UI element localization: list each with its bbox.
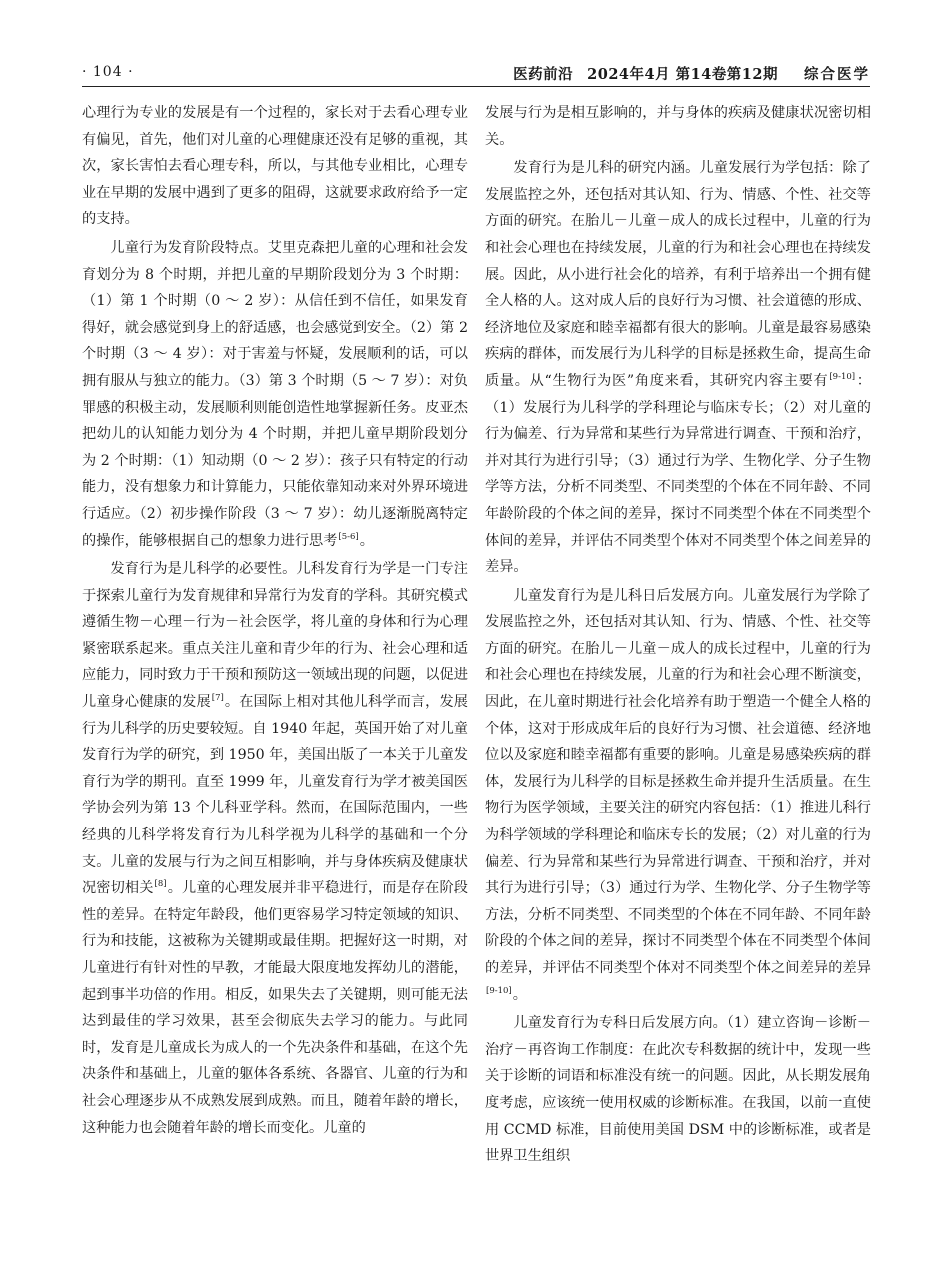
paragraph-text: 。在国际上相对其他儿科学而言，发展行为儿科学的历史要较短。自 1940 年起，英国开始了对儿童发育行为学的研究，到 1950 年，美国出版了一本关于儿童发育行为学的期刊。直至 1999 年，儿童发育行为学才被美国医学协会列为第 13 个儿科亚学科。然而，在国际范围内，一些经典的儿科学将发育行为儿科学视为儿科学的基础和一个分支。儿童的发展与行为之间互相影响，并与身体疾病及健康状况密切相关 <box>82 694 468 897</box>
paragraph-text: 心理行为专业的发展是有一个过程的，家长对于去看心理专业有偏见，首先，他们对儿童的心理健康还没有足够的重视，其次，家长害怕去看心理专科，所以，与其他专业相比，心理专业在早期的发展中遇到了更多的阻碍，这就要求政府给予一定的支持。 <box>82 105 468 228</box>
body-paragraph <box>485 583 871 1009</box>
body-paragraph <box>82 556 468 1141</box>
body-paragraph <box>82 235 468 554</box>
paragraph-text: 发育行为是儿科学的必要性。儿科发育行为学是一门专注于探索儿童行为发育规律和异常行为发育的学科。其研究模式遵循生物－心理－行为－社会医学，将儿童的身体和行为心理紧密联系起来。重点关注儿童和青少年的行为、社会心理和适应能力，同时致力于干预和预防这一领域出现的问题，以促进儿童身心健康的发展 <box>82 561 468 711</box>
page-number: · 104 · <box>82 64 134 80</box>
body-paragraph <box>485 155 871 581</box>
citation-marker: [7] <box>211 693 224 704</box>
paragraph-text: ：（1）发展行为儿科学的学科理论与临床专长；（2）对儿童的行为偏差、行为异常和某些行为异常进行调查、干预和治疗，并对其行为进行引导；（3）通过行为学、生物化学、分子生物学等方法，分析不同类型、不同类型的个体在不同年龄、不同年龄阶段的个体之间的差异，探讨不同类型个体在不同类型个体间的差异，并评估不同类型个体对不同类型个体之间差异的差异。 <box>485 372 871 576</box>
paragraph-text: 。 <box>512 986 527 1003</box>
paragraph-text: 发育行为是儿科的研究内涵。儿童发展行为学包括：除了发展监控之外，还包括对其认知、行为、情感、个性、社交等方面的研究。在胎儿－儿童－成人的成长过程中，儿童的行为和社会心理也在持续发展，儿童的行为和社会心理也在持续发展。因此，从小进行社会化的培养，有利于培养出一个拥有健全人格的人。这对成人后的良好行为习惯、社会道德的形成、经济地位及家庭和睦幸福都有很大的影响。儿童是最容易感染疾病的群体，而发展行为儿科学的目标是拯救生命，提高生命质量。从“生物行为医”角度来看，其研究内容主要有 <box>485 160 871 389</box>
paragraph-text: 。儿童的心理发展并非平稳进行，而是存在阶段性的差异。在特定年龄段，他们更容易学习特定领域的知识、行为和技能，这被称为关键期或最佳期。把握好这一时期，对儿童进行有针对性的早教，才能最大限度地发挥幼儿的潜能，起到事半功倍的作用。相反，如果失去了关键期，则可能无法达到最佳的学习效果，甚至会彻底失去学习的能力。与此同时，发育是儿童成长为成人的一个先决条件和基础，在这个先决条件和基础上，儿童的躯体各系统、各器官、儿童的行为和社会心理逐步从不成熟发展到成熟。而且，随着年龄的增长，这种能力也会随着年龄的增长而变化。儿童的 <box>82 880 468 1136</box>
left-column <box>82 100 468 1270</box>
citation-marker: [8] <box>154 879 167 890</box>
citation-marker: [9-10] <box>486 985 512 996</box>
citation-marker: [9-10] <box>829 371 856 382</box>
running-header <box>82 62 870 87</box>
body-paragraph <box>485 1010 871 1170</box>
journal-info <box>499 63 870 84</box>
journal-name: 医药前沿 <box>513 66 574 83</box>
paragraph-text: 发展与行为是相互影响的，并与身体的疾病及健康状况密切相关。 <box>485 105 871 148</box>
body-paragraph <box>82 100 468 233</box>
right-column <box>485 100 871 1270</box>
paragraph-text: 。 <box>359 532 374 549</box>
journal-issue: 2024年4月 第14卷第12期 <box>587 66 778 83</box>
body-paragraph <box>485 100 871 153</box>
journal-section: 综合医学 <box>804 66 870 83</box>
citation-marker: [5-6] <box>338 531 359 542</box>
paragraph-text: 儿童行为发育阶段特点。艾里克森把儿童的心理和社会发育划分为 8 个时期，并把儿童的早期阶段划分为 3 个时期：（1）第 1 个时期（0 ～ 2 岁）：从信任到不信任，如果发育得好，就会感觉到身上的舒适感，也会感觉到安全。（2）第 2 个时期（3 ～ 4 岁）：对于害羞与怀疑，发展顺利的话，可以拥有服从与独立的能力。（3）第 3 个时期（5 ～ 7 岁）：对负罪感的积极主动，发展顺利则能创造性地掌握新任务。皮亚杰把幼儿的认知能力划分为 4 个时期，并把儿童早期阶段划分为 2 个时期：（1）知动期（0 ～ 2 岁）：孩子只有特定的行动能力，没有想象力和计算能力，只能依靠知动来对外界环境进行适应。（2）初步操作阶段（3 ～ 7 岁）：幼儿逐渐脱离特定的操作，能够根据自己的想象力进行思考 <box>82 239 468 549</box>
paragraph-text: 儿童发育行为是儿科日后发展方向。儿童发展行为学除了发展监控之外，还包括对其认知、行为、情感、个性、社交等方面的研究。在胎儿－儿童－成人的成长过程中，儿童的行为和社会心理也在持续发展，儿童的行为和社会心理不断演变，因此，在儿童时期进行社会化培养有助于塑造一个健全人格的个体，这对于形成成年后的良好行为习惯、社会道德、经济地位以及家庭和睦幸福都有重要的影响。儿童是易感染疾病的群体，发展行为儿科学的目标是拯救生命并提升生活质量。在生物行为医学领域，主要关注的研究内容包括：（1）推进儿科行为科学领域的学科理论和临床专长的发展；（2）对儿童的行为偏差、行为异常和某些行为异常进行调查、干预和治疗，并对其行为进行引导；（3）通过行为学、生物化学、分子生物学等方法，分析不同类型、不同类型的个体在不同年龄、不同年龄阶段的个体之间的差异，探讨不同类型个体在不同类型个体间的差异，并评估不同类型个体对不同类型个体之间差异的差异 <box>485 587 871 976</box>
paragraph-text: 儿童发育行为专科日后发展方向。（1）建立咨询－诊断－治疗－再咨询工作制度：在此次专科数据的统计中，发现一些关于诊断的词语和标准没有统一的问题。因此，从长期发展角度考虑，应该统一使用权威的诊断标准。在我国，以前一直使用 CCMD 标准，目前使用美国 DSM 中的诊断标准，或者是世界卫生组织 <box>485 1015 871 1165</box>
